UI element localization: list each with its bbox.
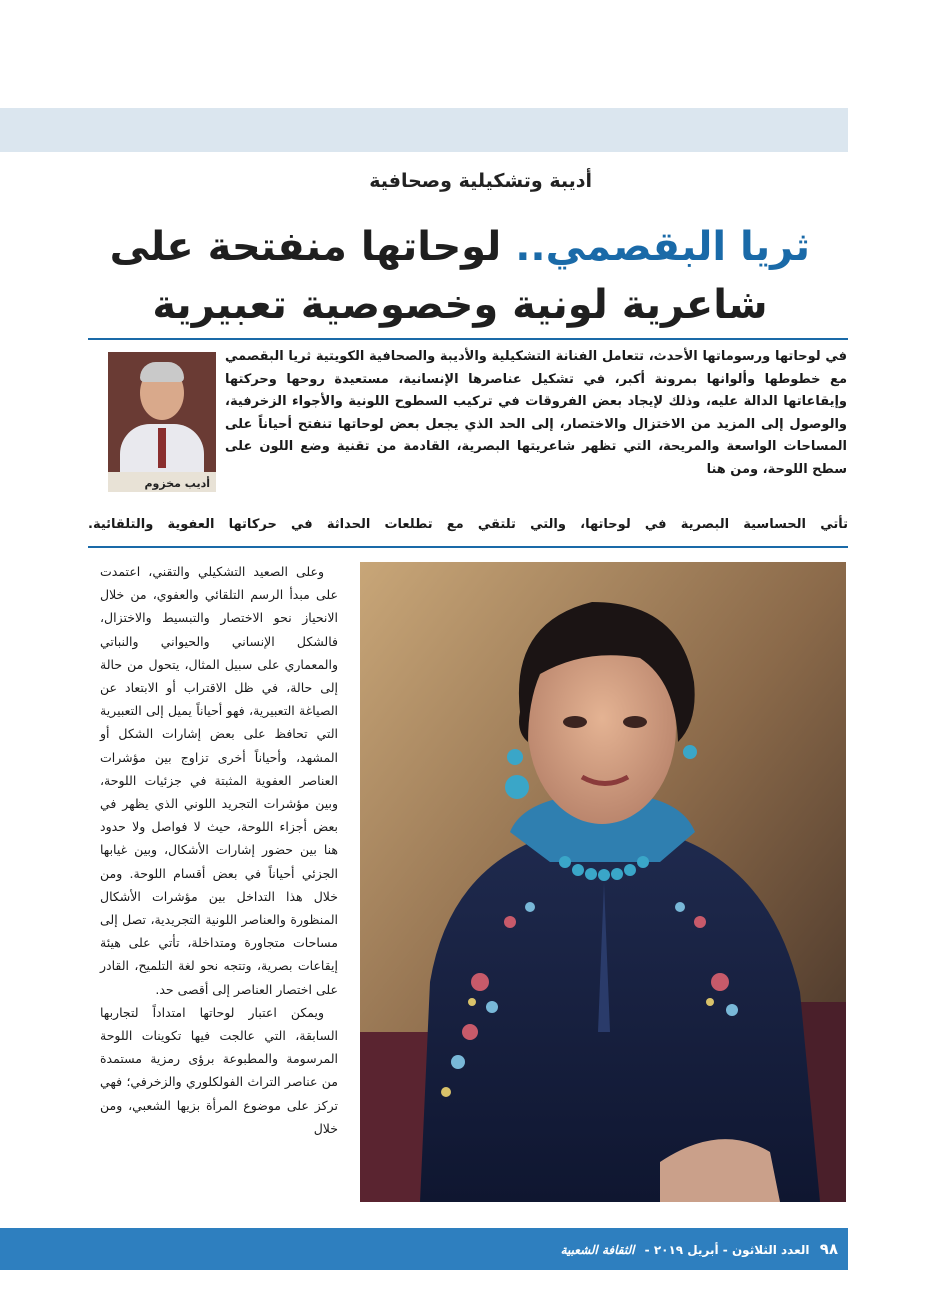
headline-rest: لوحاتها منفتحة على [109,224,516,270]
footer-band [0,1228,848,1270]
article-headline [110,218,810,334]
body-paragraph-2: ويمكن اعتبار لوحاتها امتداداً لتجاربها السابقة، التي عالجت فيها تكوينات اللوحة المرسومة والمطبوعة برؤى رمزية مستمدة من عناصر التراث الفولكلوري والزخرفي؛ فهي تركز على موضوع المرأة بزيها الشعبي، ومن خلال [100,1004,338,1136]
headline-line-1 [110,218,810,276]
author-name: أديب مخزوم [144,477,210,490]
magazine-name: الثقافة الشعبية [560,1243,635,1257]
page-number: ٩٨ [819,1240,838,1258]
issue-label: العدد الثلاثون - أبريل ٢٠١٩ - [644,1243,810,1257]
article-kicker: أديبة وتشكيلية وصحافية [369,170,592,192]
body-paragraph-1: وعلى الصعيد التشكيلي والتقني، اعتمدت على مبدأ الرسم التلقائي والعفوي، من خلال الانحياز نحو الاختصار والتبسيط والاختزال، فالشكل الإنساني والحيواني والنباتي والمعماري على سبيل المثال، يتحول من حالة إلى حالة، في ظل الاقتراب أو الابتعاد عن الصياغة التعبيرية، فهو أحياناً يميل إلى التعبيرية التي تحافظ على بعض إشارات الشكل أو المشهد، وأحياناً أخرى تزاوج بين مؤشرات العناصر العفوية المثبتة في جزئيات اللوحة، وبين مؤشرات التجريد اللوني الذي يظهر في بعض أجزاء اللوحة، حيث لا فواصل ولا حدود هنا بين حضور إشارات الأشكال، وبين غيابها الجزئي أحياناً في بعض أقسام اللوحة. ومن خلال هذا التداخل بين مؤشرات الأشكال المنظورة والعناصر اللونية التجريدية، تصل إلى مساحات متجاورة ومتداخلة، تأتي على هيئة إيقاعات بصرية، وتتجه نحو لغة التلميح، القادر على اختصار العناصر إلى أقصى حد. [100,564,338,997]
headline-name: ثريا البقصمي.. [515,224,810,270]
body-column [100,560,338,1140]
intro-paragraph [225,346,847,481]
divider-mid [88,546,848,548]
footer-text [561,1240,838,1258]
headline-line-2: شاعرية لونية وخصوصية تعبيرية [152,282,768,328]
author-card [108,352,216,492]
author-photo [108,352,216,472]
intro-last-line: تأتي الحساسية البصرية في لوحاتها، والتي تلتقي مع تطلعات الحداثة في حركاتها العفوية والتلقائية. [88,517,848,532]
intro-text: في لوحاتها ورسوماتها الأحدث، تتعامل الفنانة التشكيلية والأديبة والصحافية الكويتية ثريا البقصمي مع خطوطها وألوانها بمرونة أكبر، في تشكيل عناصرها الإنسانية، مستعيدة روحها وحركتها وإيقاعاتها الدالة عليه، وذلك لإيجاد بعض الفروقات في تركيب السطوح اللونية والأجواء الزخرفية، والوصول إلى المزيد من الاختزال والاختصار، إلى الحد الذي يجعل بعض لوحاتها تنفتح أحياناً على المساحات الواسعة والمريحة، التي تظهر شاعريتها البصرية، القادمة من تقنية وضع اللون على سطح اللوحة، ومن هنا [225,349,847,477]
header-band [0,108,848,152]
divider-top [88,338,848,340]
portrait-photo [360,562,846,1202]
